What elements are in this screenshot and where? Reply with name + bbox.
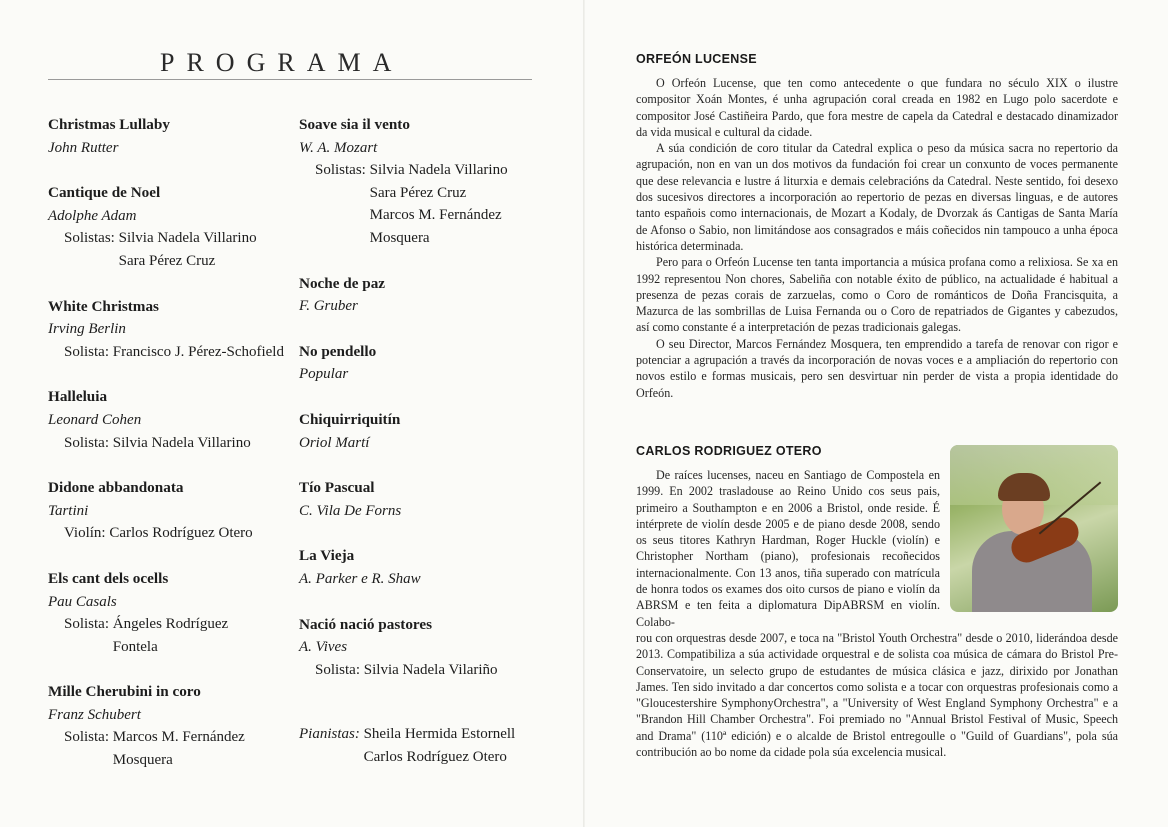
program-piece bbox=[48, 182, 288, 272]
soloist-name: Silvia Nadela Vilariño bbox=[363, 661, 498, 678]
piece-title: Christmas Lullaby bbox=[48, 116, 170, 133]
program-piece bbox=[299, 614, 544, 682]
program-left-column bbox=[48, 114, 288, 795]
piece-composer: A. Parker e R. Shaw bbox=[299, 570, 421, 587]
soloist-line bbox=[299, 659, 544, 682]
piece-title: Noche de paz bbox=[299, 274, 386, 292]
piece-title: Halleluia bbox=[48, 388, 108, 406]
program-piece bbox=[48, 681, 288, 771]
soloist-label: Violín: bbox=[64, 525, 110, 542]
piece-composer: A. Vives bbox=[299, 639, 348, 656]
soloist-line bbox=[48, 522, 288, 545]
program-piece bbox=[48, 568, 288, 658]
piece-composer: Franz Schubert bbox=[48, 706, 141, 723]
soloist-line bbox=[48, 341, 288, 364]
pianist-name: Sheila Hermida Estornell bbox=[363, 726, 516, 742]
piece-title: Chiquirriquitín bbox=[299, 410, 401, 428]
piece-title: Soave sia il vento bbox=[299, 116, 410, 133]
orfeon-heading: ORFEÓN LUCENSE bbox=[636, 52, 757, 66]
program-piece bbox=[48, 386, 288, 454]
piece-composer: Pau Casals bbox=[48, 593, 117, 610]
piece-composer: C. Vila De Forns bbox=[299, 502, 402, 519]
soloist-name: Silvia Nadela Villarino bbox=[118, 230, 257, 247]
title-rule bbox=[48, 79, 532, 80]
piece-composer: Oriol Martí bbox=[299, 434, 370, 451]
orfeon-paragraph: A súa condición de coro titular da Catedral explica o peso da música sacra no repertorio da agrupación, non en van un dos motivos da fundación foi crear un conxunto de voces permanente que dese relevancia e lustre á liturxia e demais celebracións da Catedral. Neste sentido, foi desexo dos sucesivos directores a incorporación ao repertorio de pezas en diversas linguas, e de autores tanto españois como internacionais, de Mozart a Kodaly, de Dvorzak ás Cantigas de Santa María de Afonso o Sabio, non limitándose aos consagrados e máis coñecidos nin tampouco a unha época histórica determinada. bbox=[636, 141, 1118, 253]
carlos-text-bottom bbox=[636, 630, 1118, 760]
soloist-name: Marcos M. Fernández bbox=[112, 729, 245, 746]
program-piece bbox=[299, 477, 544, 522]
program-piece bbox=[299, 409, 544, 454]
piece-composer: W. A. Mozart bbox=[299, 139, 378, 156]
page-fold bbox=[583, 0, 585, 827]
piece-title: Els cant dels ocells bbox=[48, 569, 169, 587]
soloist-name: Fontela bbox=[112, 638, 158, 655]
piece-composer: Leonard Cohen bbox=[48, 411, 142, 428]
pianists-label: Pianistas: bbox=[299, 726, 364, 742]
piece-composer: Tartini bbox=[48, 502, 89, 519]
piece-composer: Popular bbox=[299, 366, 349, 383]
program-right-column bbox=[299, 114, 544, 704]
orfeon-paragraph: Pero para o Orfeón Lucense ten tanta importancia a música profana como a relixiosa. Se xa en 1992 representou Non chores, Sabeliña con notable éxito de público, na actualidade é habitual a presenza de pezas corais de zarzuelas, como o Coro de románticos de Doña Francisquita, a Mazurca de las sombrillas de Luisa Fernanda ou o Coro de repatriados de Gigantes y cabezudos, así como constante é a interpretación de pezas tradicionais galegas. bbox=[636, 255, 1118, 335]
carlos-text-top bbox=[636, 467, 940, 630]
soloist-name: Ángeles Rodríguez bbox=[112, 616, 229, 633]
soloist-line bbox=[48, 432, 288, 455]
carlos-heading: CARLOS RODRIGUEZ OTERO bbox=[636, 444, 822, 458]
piece-composer: Irving Berlin bbox=[48, 321, 126, 338]
program-piece bbox=[299, 273, 544, 318]
soloist-name: Mosquera bbox=[112, 752, 173, 769]
program-piece bbox=[48, 296, 288, 364]
program-piece bbox=[299, 341, 544, 386]
soloist-name: Sara Pérez Cruz bbox=[118, 252, 216, 269]
orfeon-paragraph: O Orfeón Lucense, que ten como antecedente o que fundara no século XIX o ilustre compositor Xoán Montes, é unha agrupación coral creada en 1982 en Lugo polo sacerdote e compositor José Castiñeira Pardo, que fora mestre de capela da Catedral e destacado dinamizador da vida musical e cultural da cidade. bbox=[636, 76, 1118, 139]
piece-composer: John Rutter bbox=[48, 139, 119, 156]
piece-title: Cantique de Noel bbox=[48, 184, 161, 202]
soloist-line bbox=[48, 726, 288, 771]
soloist-label: Solista: bbox=[64, 616, 113, 633]
program-piece bbox=[48, 477, 288, 545]
soloist-line bbox=[48, 613, 288, 658]
soloist-label: Solistas: bbox=[315, 162, 370, 179]
pianist-name: Carlos Rodríguez Otero bbox=[363, 749, 507, 765]
soloist-label: Solistas: bbox=[64, 230, 119, 247]
carlos-paragraph-cont: rou con orquestras desde 2007, e toca na "Bristol Youth Orchestra" desde o 2010, liderándoa desde 2013. Compatibiliza a súa actividade orquestral e de solista coa música de cámara do Bristol Pre-Conservatoire, un selecto grupo de estudantes de música clásica e jazz, dirixido por Jonathan James. Ten sido invitado a dar concertos como solista e a tocar con orquestras profesionais como a "Gloucestershire SymphonyOrchestra", a "University of West England Symphony Orchestra" e a "Brandon Hill Chamber Orchestra". Foi premiado no "Annual Bristol Festival of Music, Speech and Drama" (110ª edición) e o alcalde de Bristol entregoulle o "Guild of Guardians", pola súa contribución ao bo nome da cidade pola súa excelencia musical. bbox=[636, 631, 1118, 760]
violinist-photo bbox=[950, 445, 1118, 612]
soloist-label: Solista: bbox=[315, 661, 364, 678]
soloist-name: Mosquera bbox=[369, 229, 430, 246]
piece-composer: F. Gruber bbox=[299, 298, 358, 315]
piece-composer: Adolphe Adam bbox=[48, 207, 137, 224]
piece-title: Tío Pascual bbox=[299, 479, 375, 497]
soloist-name: Silvia Nadela Villarino bbox=[369, 162, 508, 179]
piece-title: White Christmas bbox=[48, 297, 159, 315]
program-piece bbox=[299, 545, 544, 590]
soloist-line bbox=[299, 159, 544, 249]
program-piece bbox=[299, 114, 544, 250]
soloist-name: Sara Pérez Cruz bbox=[369, 184, 467, 201]
piece-title: Mille Cherubini in coro bbox=[48, 683, 201, 701]
orfeon-text bbox=[636, 75, 1118, 401]
soloist-name: Carlos Rodríguez Otero bbox=[109, 525, 253, 542]
pianists-credit bbox=[299, 723, 515, 769]
piece-title: Didone abbandonata bbox=[48, 479, 184, 497]
piece-title: No pendello bbox=[299, 342, 377, 360]
soloist-line bbox=[48, 227, 288, 272]
piece-title: La Vieja bbox=[299, 547, 355, 565]
page-title: PROGRAMA bbox=[160, 48, 404, 77]
carlos-paragraph: De raíces lucenses, naceu en Santiago de Compostela en 1999. En 2002 trasladouse ao Reino Unido cos seus pais, primeiro a Southampton e en 2006 a Bristol, onde reside. É intérprete de violín desde 2005 e de piano desde 2008, sendo os seus titores Kathryn Hardman, Roger Huckle (violín) e Christopher Northam (piano), profesionais recoñecidos internacionalmente. Con 13 anos, tiña superado con matrícula de honra todos os exames dos oito cursos de piano e violín da ABRSM e ten feita a diplomatura DipABRSM en violín. Colabo- bbox=[636, 468, 940, 629]
soloist-name: Silvia Nadela Villarino bbox=[112, 434, 251, 451]
soloist-label: Solista: bbox=[64, 343, 113, 360]
soloist-name: Francisco J. Pérez-Schofield bbox=[112, 343, 284, 360]
soloist-name: Marcos M. Fernández bbox=[369, 207, 502, 224]
soloist-label: Solista: bbox=[64, 729, 113, 746]
piece-title: Nació nació pastores bbox=[299, 615, 433, 633]
soloist-label: Solista: bbox=[64, 434, 113, 451]
program-piece bbox=[48, 114, 288, 159]
orfeon-paragraph: O seu Director, Marcos Fernández Mosquera, ten emprendido a tarefa de renovar con rigor e potenciar a agrupación a través da incorporación de novas voces e a ampliación do repertorio con novos estilo e formas musicais, pero sen desvirtuar nin perder de vista a propia identidade do Orfeón. bbox=[636, 336, 1118, 400]
